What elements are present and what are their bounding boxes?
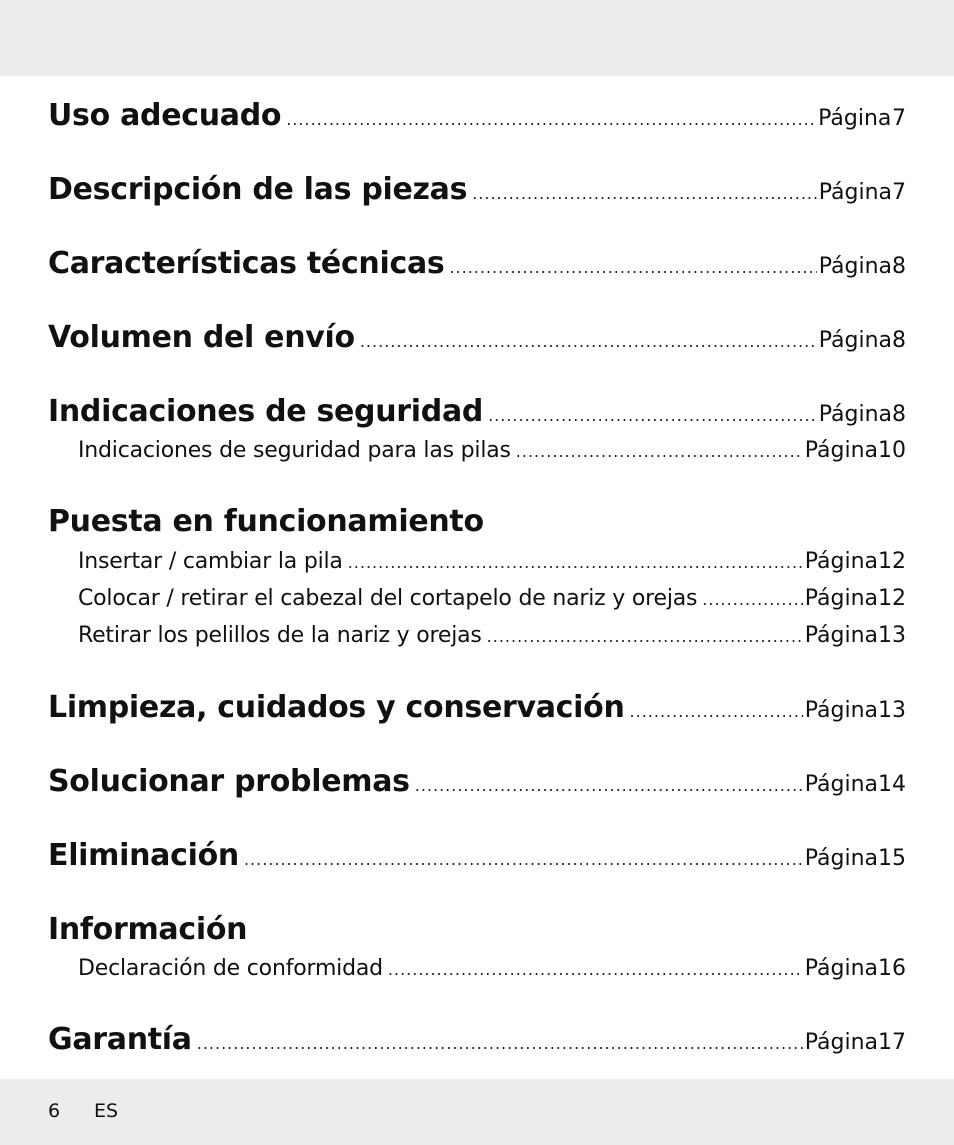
toc-subentry-title: Retirar los pelillos de la nariz y orejas xyxy=(78,623,482,648)
dot-leader xyxy=(286,110,816,129)
toc-entry[interactable] xyxy=(48,764,906,799)
toc-subentry[interactable] xyxy=(78,438,906,463)
toc-entry-title: Limpieza, cuidados y conservación xyxy=(48,690,625,725)
toc-page-number: 8 xyxy=(892,328,906,353)
toc-entry[interactable] xyxy=(48,98,906,133)
footer-band xyxy=(0,1079,954,1145)
dot-leader xyxy=(702,590,802,609)
toc-subentry[interactable] xyxy=(78,956,906,981)
dot-leader xyxy=(197,1034,803,1053)
toc-entry[interactable] xyxy=(48,246,906,281)
toc-page-number: 10 xyxy=(878,438,906,463)
dot-leader xyxy=(488,406,817,425)
toc-page-label: Página xyxy=(804,1030,878,1055)
toc-page-number: 12 xyxy=(878,586,906,611)
toc-entry-title: Eliminación xyxy=(48,838,239,873)
dot-leader xyxy=(472,184,817,203)
toc-page-label: Página xyxy=(804,438,878,463)
toc-page-label: Página xyxy=(804,623,878,648)
toc-subentry-title: Insertar / cambiar la pila xyxy=(78,549,343,574)
toc-page-number: 13 xyxy=(878,698,906,723)
toc-entry[interactable] xyxy=(48,1022,906,1057)
toc-subentry-title: Colocar / retirar el cabezal del cortapelo de nariz y orejas xyxy=(78,586,698,611)
toc-subentry-title: Declaración de conformidad xyxy=(78,956,383,981)
toc-page-number: 15 xyxy=(878,846,906,871)
toc-page-number: 7 xyxy=(892,180,906,205)
toc-page-number: 17 xyxy=(878,1030,906,1055)
toc-section-heading xyxy=(48,504,906,539)
header-band xyxy=(0,0,954,76)
toc-page-label: Página xyxy=(818,254,892,279)
toc-entry[interactable] xyxy=(48,690,906,725)
toc-subentry[interactable] xyxy=(78,623,906,648)
toc-page-label: Página xyxy=(804,549,878,574)
toc-page-label: Página xyxy=(804,846,878,871)
dot-leader xyxy=(516,442,803,461)
toc-entry[interactable] xyxy=(48,394,906,429)
toc-entry-title: Volumen del envío xyxy=(48,320,355,355)
footer-page-number: 6 xyxy=(48,1100,61,1122)
toc-entry-title: Indicaciones de seguridad xyxy=(48,394,484,429)
toc-entry-title: Uso adecuado xyxy=(48,98,282,133)
dot-leader xyxy=(415,776,803,795)
toc-entry[interactable] xyxy=(48,172,906,207)
toc-page-number: 16 xyxy=(878,956,906,981)
dot-leader xyxy=(360,332,817,351)
dot-leader xyxy=(449,258,816,277)
toc-page-number: 8 xyxy=(892,254,906,279)
dot-leader xyxy=(388,960,803,979)
toc-page-number: 13 xyxy=(878,623,906,648)
toc-page-label: Página xyxy=(818,328,892,353)
toc-entry-title: Garantía xyxy=(48,1022,192,1057)
dot-leader xyxy=(348,553,803,572)
toc-page-label: Página xyxy=(818,106,892,131)
toc-subentry[interactable] xyxy=(78,586,906,611)
footer-language-code: ES xyxy=(94,1100,119,1122)
toc-page-number: 8 xyxy=(892,402,906,427)
toc-subentry-title: Indicaciones de seguridad para las pilas xyxy=(78,438,511,463)
toc-entry-title: Solucionar problemas xyxy=(48,764,410,799)
toc-entry[interactable] xyxy=(48,838,906,873)
toc-page-label: Página xyxy=(804,956,878,981)
toc-page-number: 12 xyxy=(878,549,906,574)
toc-section-heading xyxy=(48,912,906,947)
toc-entry-title: Características técnicas xyxy=(48,246,445,281)
toc-section-title: Puesta en funcionamiento xyxy=(48,504,484,539)
dot-leader xyxy=(630,702,803,721)
toc-page-number: 14 xyxy=(878,772,906,797)
toc-page-label: Página xyxy=(804,698,878,723)
toc-page-label: Página xyxy=(818,402,892,427)
toc-page-label: Página xyxy=(804,586,878,611)
toc-entry-title: Descripción de las piezas xyxy=(48,172,468,207)
dot-leader xyxy=(487,627,803,646)
toc-subentry[interactable] xyxy=(78,549,906,574)
toc-page-number: 7 xyxy=(892,106,906,131)
dot-leader xyxy=(244,850,803,869)
toc-page-label: Página xyxy=(804,772,878,797)
toc-entry[interactable] xyxy=(48,320,906,355)
toc-section-title: Información xyxy=(48,912,248,947)
toc-page-label: Página xyxy=(818,180,892,205)
